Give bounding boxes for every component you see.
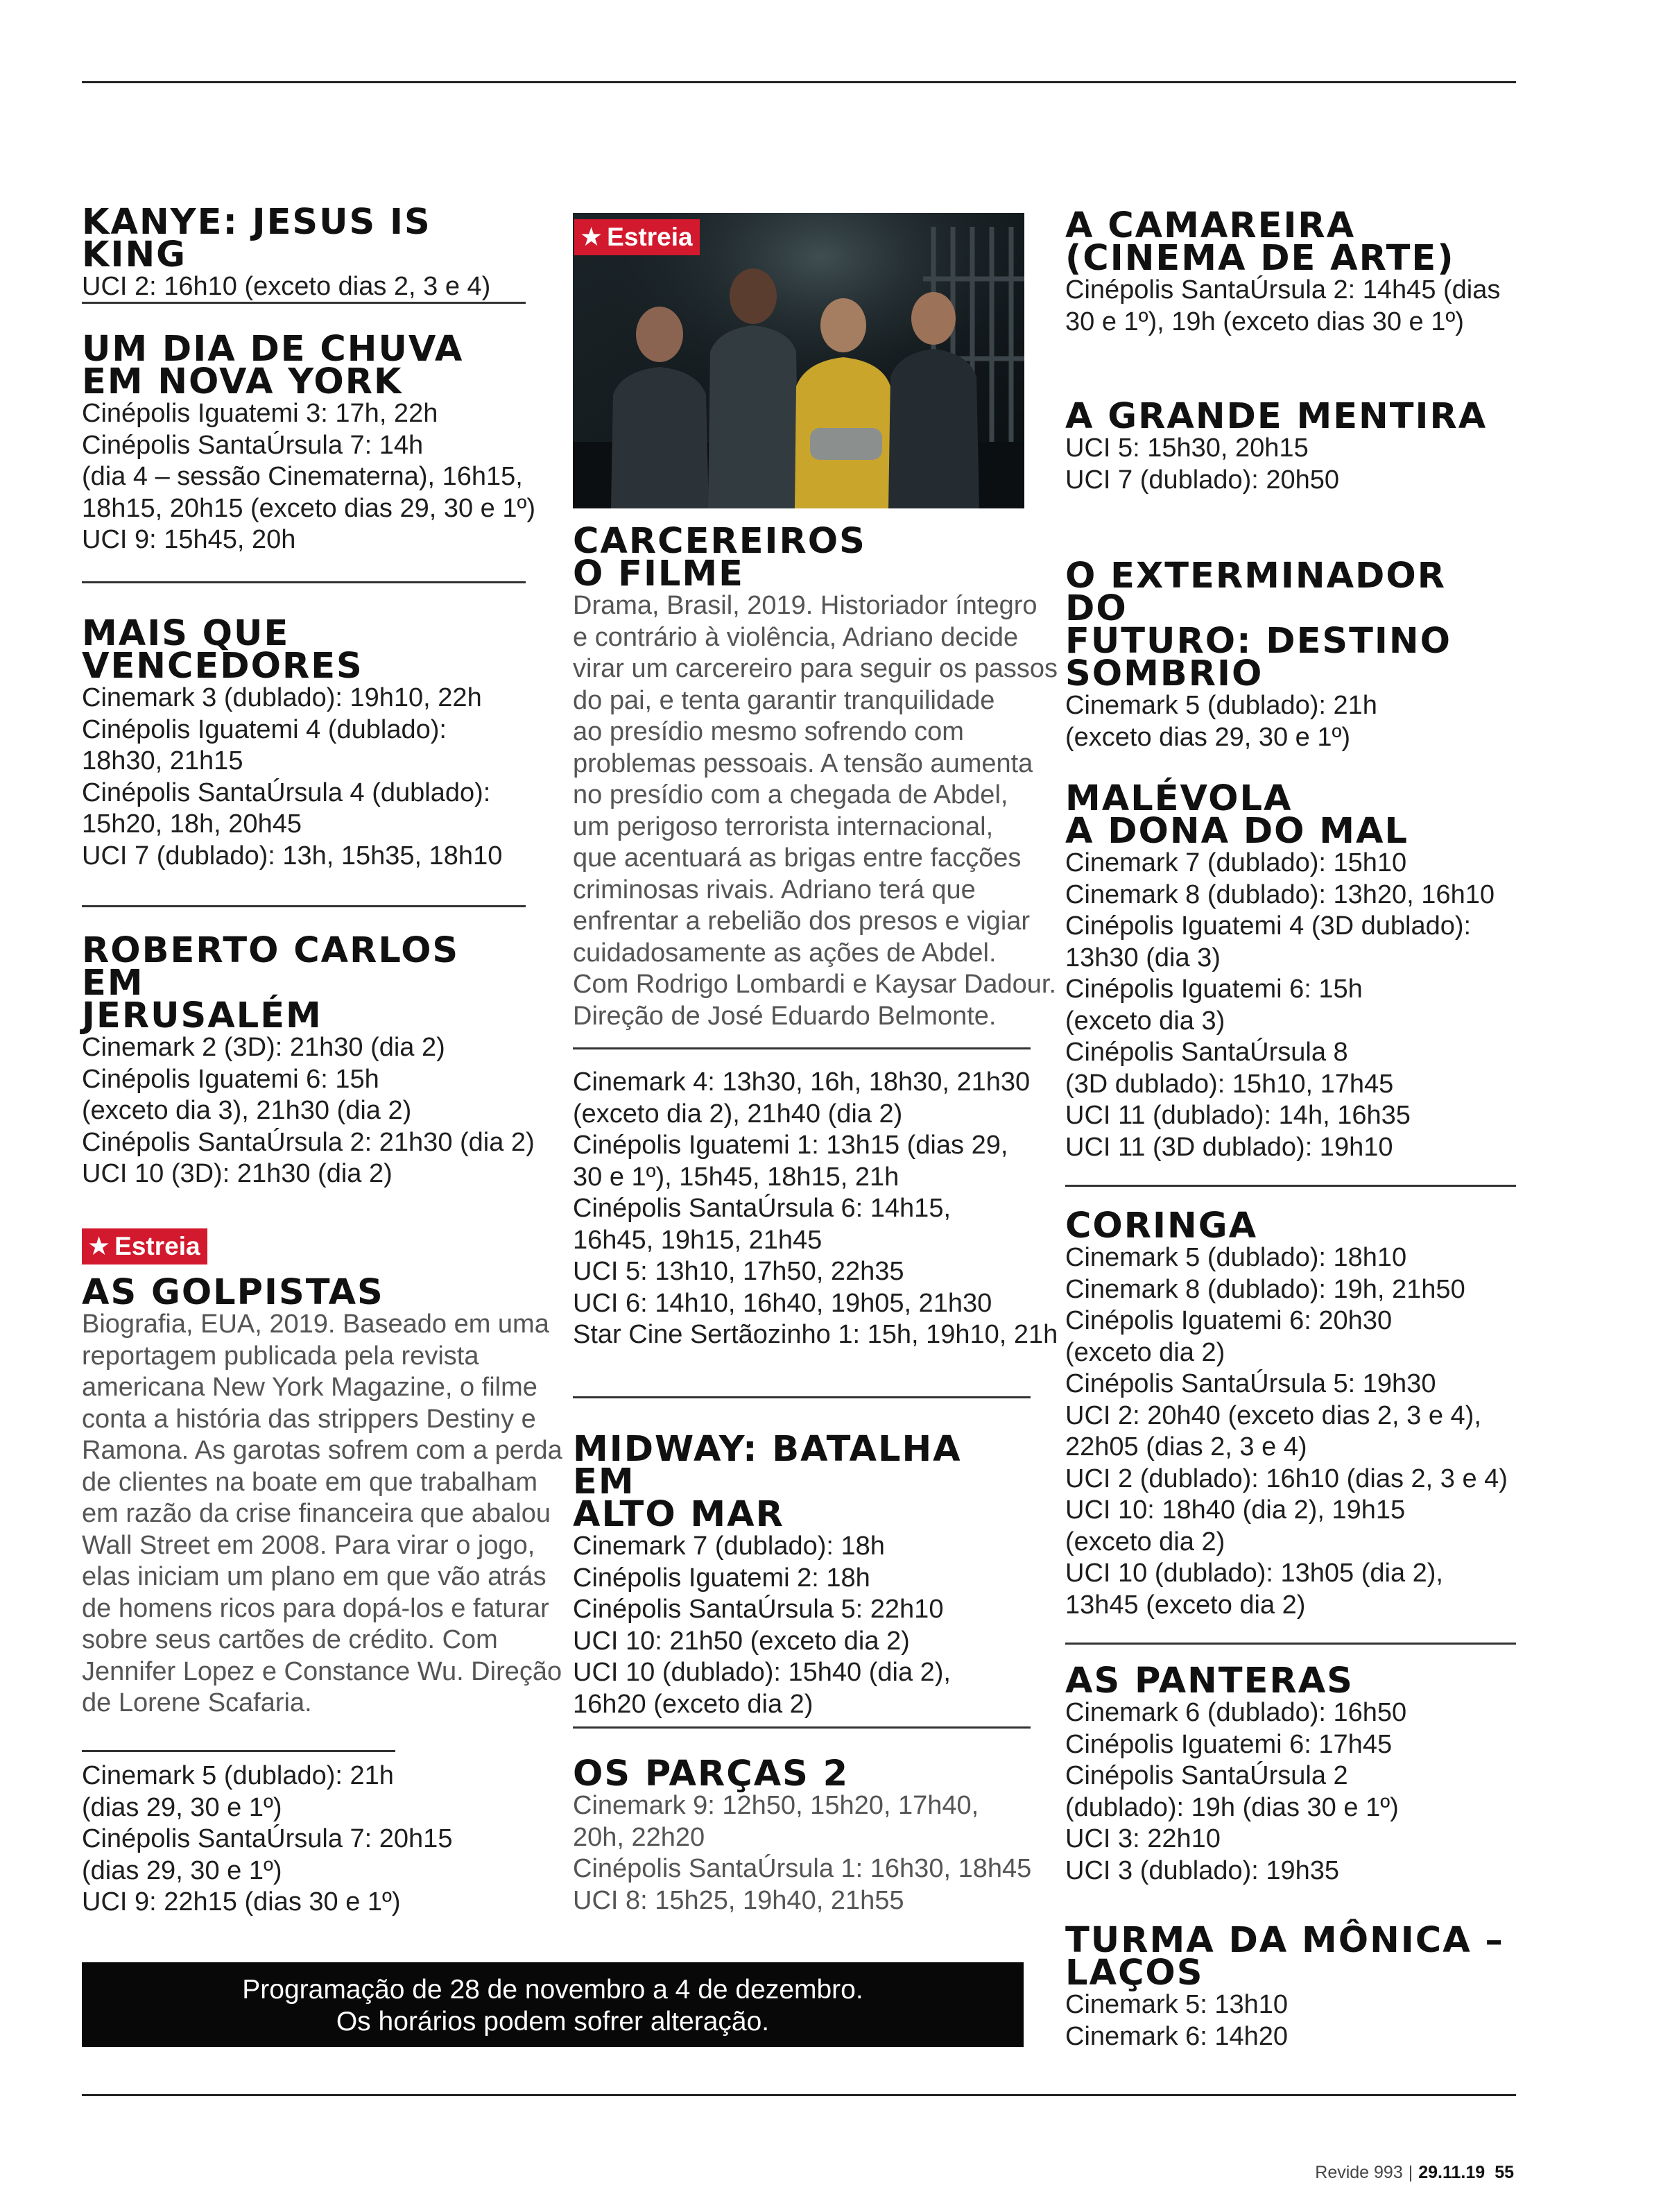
issue-date: 29.11.19 [1418, 2163, 1486, 2182]
star-icon: ★ [87, 1232, 111, 1260]
golpistas-showtimes [82, 1760, 533, 1919]
section-divider [573, 1396, 1031, 1398]
showtime-line: Cinépolis Iguatemi 6: 15h [82, 1064, 379, 1094]
showtime-line: UCI 7 (dublado): 13h, 15h35, 18h10 [82, 841, 503, 871]
synopsis-line: de homens ricos para dopá-los e faturar [82, 1593, 549, 1623]
synopsis-line: virar um carcereiro para seguir os passos [573, 654, 1058, 683]
showtime-line: UCI 10: 21h50 (exceto dia 2) [573, 1626, 910, 1656]
showtime-line: 13h45 (exceto dia 2) [1065, 1590, 1306, 1620]
showtime-line: UCI 9: 22h15 (dias 30 e 1º) [82, 1887, 401, 1917]
showtime-line: (dias 29, 30 e 1º) [82, 1792, 282, 1822]
synopsis-line: americana New York Magazine, o filme [82, 1373, 537, 1402]
movie-roberto-carlos [82, 930, 535, 1190]
showtime-line: Cinemark 6: 14h20 [1065, 2021, 1289, 2051]
showtime-line: Cinemark 5: 13h10 [1065, 1990, 1289, 2019]
section-divider [573, 1726, 1031, 1729]
page-number: 55 [1495, 2163, 1514, 2182]
movie-title: OS PARÇAS 2 [573, 1754, 850, 1794]
showtime-line: Cinépolis SantaÚrsula 7: 14h [82, 430, 424, 460]
showtime-line: Cinépolis Iguatemi 4 (dublado): [82, 714, 447, 744]
showtime-line: UCI 11 (3D dublado): 19h10 [1065, 1132, 1393, 1162]
synopsis-line: Direção de José Eduardo Belmonte. [573, 1001, 997, 1031]
showtime-line: 20h, 22h20 [573, 1822, 705, 1852]
star-icon: ★ [580, 223, 603, 251]
showtime-line: Cinemark 2 (3D): 21h30 (dia 2) [82, 1033, 445, 1062]
showtime-line: (dia 4 – sessão Cinematerna), 16h15, [82, 462, 523, 491]
showtime-line: Cinemark 7 (dublado): 15h10 [1065, 848, 1407, 877]
synopsis-line: Wall Street em 2008. Para virar o jogo, [82, 1530, 535, 1560]
movie-title: MIDWAY: BATALHA EM ALTO MAR [573, 1429, 962, 1535]
magazine-issue: Revide 993 [1315, 2163, 1403, 2182]
synopsis-line: conta a história das strippers Destiny e [82, 1404, 536, 1434]
showtime-line: Cinépolis Iguatemi 4 (3D dublado): [1065, 911, 1472, 941]
schedule-notice-banner [82, 1962, 1024, 2047]
showtime-line: (exceto dia 3) [1065, 1006, 1225, 1036]
movie-title: A GRANDE MENTIRA [1065, 396, 1488, 437]
movie-carcereiros [573, 521, 1058, 1032]
showtime-line: Cinépolis SantaÚrsula 2: 14h45 (dias [1065, 275, 1501, 305]
showtime-line: (exceto dia 2) [1065, 1337, 1225, 1367]
showtime-line: Cinemark 3 (dublado): 19h10, 22h [82, 683, 482, 712]
showtime-line: Cinépolis SantaÚrsula 7: 20h15 [82, 1824, 453, 1853]
section-divider [82, 905, 526, 907]
synopsis-line: Biografia, EUA, 2019. Baseado em uma [82, 1310, 549, 1339]
section-divider [82, 302, 526, 304]
showtime-line: Cinemark 9: 12h50, 15h20, 17h40, [573, 1791, 979, 1820]
showtime-line: Cinépolis SantaÚrsula 5: 19h30 [1065, 1369, 1436, 1398]
showtime-line: 16h45, 19h15, 21h45 [573, 1225, 823, 1255]
movie-kanye [82, 202, 533, 303]
showtime-line: UCI 11 (dublado): 14h, 16h35 [1065, 1101, 1411, 1130]
showtime-line: Star Cine Sertãozinho 1: 15h, 19h10, 21h [573, 1320, 1058, 1349]
movie-as-panteras [1065, 1661, 1519, 1887]
showtime-line: UCI 5: 15h30, 20h15 [1065, 434, 1309, 463]
showtime-line: Cinépolis Iguatemi 2: 18h [573, 1563, 870, 1593]
showtime-line: Cinemark 5 (dublado): 21h [82, 1761, 394, 1790]
movie-title: AS GOLPISTAS [82, 1272, 384, 1313]
movie-title: ROBERTO CARLOS EM JERUSALÉM [82, 930, 460, 1036]
showtime-line: UCI 5: 13h10, 17h50, 22h35 [573, 1257, 904, 1286]
synopsis-line: do pai, e tenta garantir tranquilidade [573, 685, 995, 715]
synopsis-line: sobre seus cartões de crédito. Com [82, 1625, 498, 1654]
section-divider [82, 581, 526, 583]
synopsis-line: reportagem publicada pela revista [82, 1341, 479, 1371]
banner-line-1: Programação de 28 de novembro a 4 de dezembro. [242, 1975, 863, 2005]
showtime-line: Cinemark 8 (dublado): 19h, 21h50 [1065, 1274, 1465, 1304]
showtime-line: UCI 3: 22h10 [1065, 1824, 1221, 1853]
showtime-line: Cinépolis Iguatemi 3: 17h, 22h [82, 399, 438, 428]
section-divider [1065, 1185, 1516, 1187]
synopsis-line: elas iniciam um plano em que vão atrás [82, 1562, 546, 1591]
section-divider [82, 1750, 395, 1752]
showtime-line: (3D dublado): 15h10, 17h45 [1065, 1069, 1394, 1099]
showtime-line: (exceto dias 29, 30 e 1º) [1065, 722, 1351, 752]
movie-title: O EXTERMINADOR DO FUTURO: DESTINO SOMBRIO [1065, 556, 1452, 694]
movie-a-camareira [1065, 205, 1519, 338]
movie-a-grande-mentira [1065, 396, 1519, 496]
showtime-line: UCI 2: 20h40 (exceto dias 2, 3 e 4), [1065, 1400, 1481, 1430]
showtime-line: (dias 29, 30 e 1º) [82, 1855, 282, 1885]
synopsis-line: problemas pessoais. A tensão aumenta [573, 748, 1033, 778]
showtime-line: UCI 6: 14h10, 16h40, 19h05, 21h30 [573, 1288, 992, 1318]
carcereiros-showtimes [573, 1067, 1058, 1351]
movie-title: MALÉVOLA A DONA DO MAL [1065, 778, 1409, 852]
showtime-line: Cinemark 5 (dublado): 21h [1065, 691, 1377, 720]
section-divider [1065, 1643, 1516, 1645]
synopsis-line: que acentuará as brigas entre facções [573, 843, 1022, 873]
showtime-line: UCI 7 (dublado): 20h50 [1065, 465, 1340, 495]
showtime-line: (exceto dia 3), 21h30 (dia 2) [82, 1096, 412, 1125]
showtime-line: Cinemark 5 (dublado): 18h10 [1065, 1243, 1407, 1272]
showtime-line: Cinépolis SantaÚrsula 8 [1065, 1038, 1348, 1067]
banner-line-2: Os horários podem sofrer alteração. [336, 2007, 770, 2037]
movie-photo [573, 213, 1024, 508]
estreia-badge: ★ Estreia [82, 1228, 207, 1264]
showtime-line: Cinemark 6 (dublado): 16h50 [1065, 1698, 1407, 1727]
synopsis-line: de clientes na boate em que trabalham [82, 1467, 537, 1497]
movie-title: MAIS QUE VENCEDORES [82, 613, 363, 687]
synopsis-line: Drama, Brasil, 2019. Historiador íntegro [573, 591, 1037, 620]
showtime-line: Cinépolis SantaÚrsula 6: 14h15, [573, 1194, 952, 1223]
showtime-line: 30 e 1º), 15h45, 18h15, 21h [573, 1162, 899, 1192]
synopsis-line: ao presídio mesmo sofrendo com [573, 717, 964, 746]
movie-um-dia-de-chuva [82, 329, 536, 556]
synopsis-line: criminosas rivais. Adriano terá que [573, 875, 976, 904]
top-rule [82, 81, 1516, 83]
showtime-line: Cinemark 4: 13h30, 16h, 18h30, 21h30 [573, 1068, 1031, 1097]
movie-o-exterminador [1065, 556, 1519, 753]
showtime-line: 18h30, 21h15 [82, 746, 243, 775]
showtime-line: 13h30 (dia 3) [1065, 943, 1221, 972]
showtime-line: UCI 10 (3D): 21h30 (dia 2) [82, 1159, 393, 1188]
movie-title: CORINGA [1065, 1206, 1258, 1246]
showtime-line: UCI 10 (dublado): 15h40 (dia 2), [573, 1658, 951, 1687]
showtime-line: Cinépolis Iguatemi 6: 20h30 [1065, 1306, 1393, 1335]
showtime-line: Cinépolis SantaÚrsula 4 (dublado): [82, 778, 491, 807]
showtime-line: Cinépolis SantaÚrsula 1: 16h30, 18h45 [573, 1854, 1032, 1883]
synopsis-line: Ramona. As garotas sofrem com a perda [82, 1436, 562, 1465]
movie-title: TURMA DA MÔNICA – LAÇOS [1065, 1920, 1504, 1994]
movie-title: AS PANTERAS [1065, 1661, 1354, 1701]
showtime-line: 15h20, 18h, 20h45 [82, 809, 302, 839]
bottom-rule [82, 2094, 1516, 2096]
showtime-line: UCI 9: 15h45, 20h [82, 525, 296, 554]
estreia-badge: ★ Estreia [574, 219, 700, 255]
showtime-line: Cinépolis Iguatemi 6: 17h45 [1065, 1729, 1393, 1759]
movie-title: CARCEREIROS O FILME [573, 521, 866, 594]
footer-separator: | [1408, 2163, 1413, 2182]
showtime-line: Cinépolis Iguatemi 6: 15h [1065, 975, 1363, 1004]
showtime-line: Cinemark 7 (dublado): 18h [573, 1532, 885, 1561]
showtime-line: UCI 2 (dublado): 16h10 (dias 2, 3 e 4) [1065, 1464, 1508, 1493]
movie-midway [573, 1429, 1034, 1720]
showtime-line: 30 e 1º), 19h (exceto dias 30 e 1º) [1065, 307, 1464, 336]
synopsis-line: no presídio com a chegada de Abdel, [573, 780, 1008, 809]
showtime-line: 22h05 (dias 2, 3 e 4) [1065, 1432, 1307, 1461]
section-divider [573, 1047, 1031, 1049]
page-footer [1315, 2163, 1514, 2183]
prison-guards-image [573, 213, 1024, 508]
synopsis-line: em razão da crise financeira que abalou [82, 1499, 551, 1528]
showtime-line: 18h15, 20h15 (exceto dias 29, 30 e 1º) [82, 493, 536, 523]
showtime-line: (exceto dia 2), 21h40 (dia 2) [573, 1099, 903, 1129]
movie-os-parcas-2 [573, 1754, 1034, 1917]
movie-turma-da-monica [1065, 1920, 1519, 2052]
showtime-line: UCI 8: 15h25, 19h40, 21h55 [573, 1885, 904, 1915]
synopsis-line: e contrário à violência, Adriano decide [573, 622, 1019, 652]
showtime-line: UCI 3 (dublado): 19h35 [1065, 1855, 1340, 1885]
showtime-line: UCI 10 (dublado): 13h05 (dia 2), [1065, 1559, 1443, 1588]
movie-title: A CAMAREIRA (CINEMA DE ARTE) [1065, 205, 1455, 279]
synopsis-line: um perigoso terrorista internacional, [573, 812, 994, 841]
showtime-line: Cinemark 8 (dublado): 13h20, 16h10 [1065, 880, 1495, 909]
showtime-line: UCI 2: 16h10 (exceto dias 2, 3 e 4) [82, 272, 491, 301]
synopsis-line: enfrentar a rebelião dos presos e vigiar [573, 907, 1031, 936]
movie-malevola [1065, 778, 1519, 1163]
movie-mais-que-vencedores [82, 613, 533, 872]
movie-title: UM DIA DE CHUVA EM NOVA YORK [82, 329, 464, 402]
synopsis-line: de Lorene Scafaria. [82, 1688, 312, 1717]
synopsis-line: cuidadosamente as ações de Abdel. [573, 938, 997, 968]
showtime-line: Cinépolis SantaÚrsula 2: 21h30 (dia 2) [82, 1127, 535, 1157]
movie-as-golpistas [82, 1272, 562, 1720]
showtime-line: (dublado): 19h (dias 30 e 1º) [1065, 1792, 1399, 1822]
movie-coringa [1065, 1206, 1519, 1621]
showtime-line: (exceto dia 2) [1065, 1527, 1225, 1557]
synopsis-line: Com Rodrigo Lombardi e Kaysar Dadour. [573, 970, 1057, 999]
showtime-line: UCI 10: 18h40 (dia 2), 19h15 [1065, 1495, 1406, 1525]
showtime-line: Cinépolis SantaÚrsula 2 [1065, 1761, 1348, 1790]
showtime-line: Cinépolis SantaÚrsula 5: 22h10 [573, 1595, 944, 1624]
movie-title: KANYE: JESUS IS KING [82, 202, 431, 275]
synopsis-line: Jennifer Lopez e Constance Wu. Direção [82, 1656, 562, 1686]
showtime-line: Cinépolis Iguatemi 1: 13h15 (dias 29, [573, 1131, 1008, 1160]
showtime-line: 16h20 (exceto dia 2) [573, 1689, 813, 1719]
